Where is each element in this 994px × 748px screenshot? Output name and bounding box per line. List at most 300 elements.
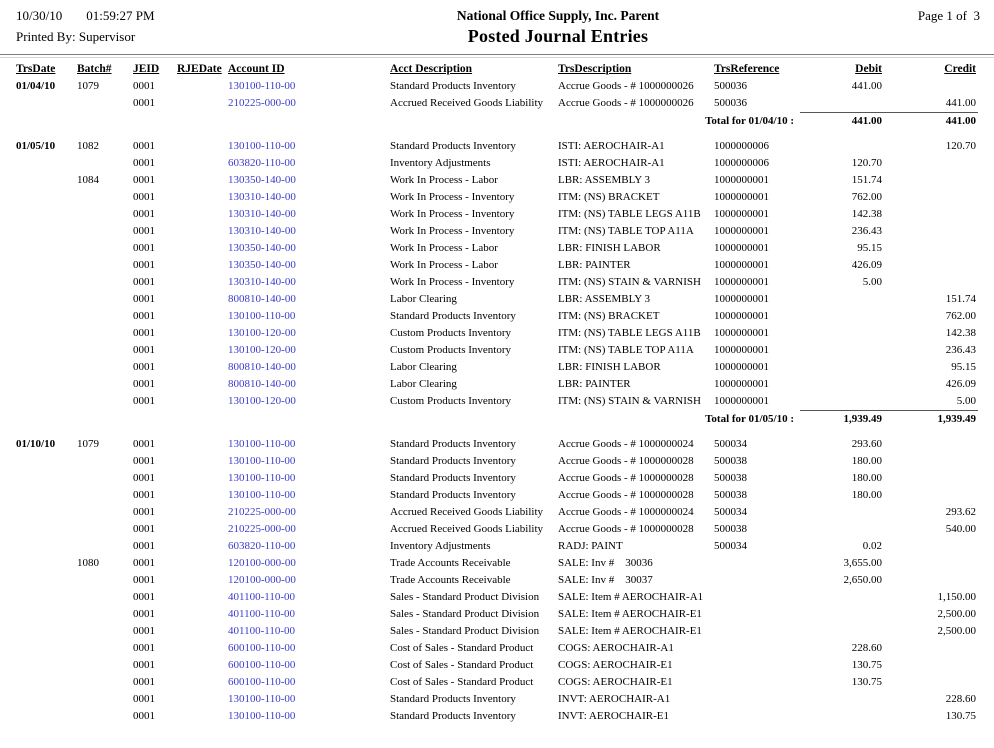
column-header-credit: Credit — [944, 63, 976, 75]
rjedate-cell — [177, 436, 228, 453]
trs-description-cell: Accrue Goods - # 1000000028 — [558, 455, 694, 467]
account-id-link[interactable]: 600100-110-00 — [228, 642, 296, 654]
group-total-row — [0, 113, 978, 131]
journal-entry-row — [0, 240, 978, 257]
credit-cell — [882, 572, 978, 589]
rjedate-cell — [177, 606, 228, 623]
acct-description-cell: Work In Process - Inventory — [390, 191, 515, 203]
credit-cell — [882, 206, 978, 223]
batch-number-cell — [77, 95, 133, 113]
acct-description-cell: Standard Products Inventory — [390, 710, 516, 722]
trsdate-cell — [0, 172, 77, 189]
trsdate-cell — [0, 623, 77, 640]
trs-description-cell: INVT: AEROCHAIR-A1 — [558, 693, 671, 705]
batch-number-cell — [77, 708, 133, 725]
printed-by-line — [16, 29, 306, 45]
jeid-cell: 0001 — [133, 659, 155, 671]
account-id-link[interactable]: 130350-140-00 — [228, 259, 296, 271]
account-id-link[interactable]: 800810-140-00 — [228, 293, 296, 305]
trsdate-cell — [0, 521, 77, 538]
debit-cell: 762.00 — [851, 191, 882, 203]
trs-description-cell: LBR: ASSEMBLY 3 — [558, 174, 651, 186]
empty-cell — [390, 411, 558, 429]
trsdate-cell — [0, 393, 77, 411]
account-id-link[interactable]: 130350-140-00 — [228, 174, 296, 186]
debit-cell: 2,650.00 — [843, 574, 882, 586]
account-id-link[interactable]: 130100-110-00 — [228, 489, 296, 501]
debit-cell: 0.02 — [862, 540, 882, 552]
acct-description-cell: Inventory Adjustments — [390, 540, 491, 552]
credit-cell — [882, 257, 978, 274]
acct-description-cell: Labor Clearing — [390, 361, 457, 373]
batch-number-cell — [77, 223, 133, 240]
jeid-cell: 0001 — [133, 557, 155, 569]
rjedate-cell — [177, 325, 228, 342]
batch-number-cell: 1079 — [77, 80, 99, 92]
trsdate-cell — [0, 606, 77, 623]
account-id-link[interactable]: 120100-000-00 — [228, 557, 296, 569]
trs-reference-cell — [714, 589, 800, 606]
batch-number-cell — [77, 589, 133, 606]
report-header — [0, 0, 994, 47]
jeid-cell: 0001 — [133, 489, 155, 501]
batch-number-cell — [77, 274, 133, 291]
batch-number-cell — [77, 572, 133, 589]
journal-entry-row — [0, 555, 978, 572]
debit-cell: 441.00 — [851, 80, 882, 92]
acct-description-cell: Cost of Sales - Standard Product — [390, 659, 534, 671]
credit-cell: 441.00 — [945, 97, 976, 109]
trsdate-cell — [0, 555, 77, 572]
printed-by-value: Supervisor — [78, 29, 136, 44]
jeid-cell: 0001 — [133, 310, 155, 322]
journal-entry-row — [0, 95, 978, 113]
trs-description-cell: LBR: PAINTER — [558, 259, 631, 271]
account-id-link[interactable]: 130100-110-00 — [228, 310, 296, 322]
acct-description-cell: Standard Products Inventory — [390, 80, 516, 92]
spacer-cell — [0, 130, 978, 138]
trs-reference-cell: 1000000001 — [714, 395, 769, 408]
batch-number-cell — [77, 674, 133, 691]
batch-number-cell — [77, 623, 133, 640]
page-number: Page 1 of 3 — [917, 8, 980, 23]
jeid-cell: 0001 — [133, 327, 155, 339]
account-id-link[interactable]: 210225-000-00 — [228, 97, 296, 110]
trs-reference-cell — [714, 674, 800, 691]
jeid-cell: 0001 — [133, 259, 155, 271]
credit-cell: 762.00 — [945, 310, 976, 322]
trsdate-cell — [0, 674, 77, 691]
journal-entry-row — [0, 487, 978, 504]
jeid-cell: 0001 — [133, 676, 155, 688]
rjedate-cell — [177, 257, 228, 274]
batch-number-cell — [77, 453, 133, 470]
trs-description-cell: SALE: Item # AEROCHAIR-A1 — [558, 591, 704, 603]
trs-reference-cell: 1000000001 — [714, 191, 769, 203]
trs-reference-cell: 1000000001 — [714, 276, 769, 288]
trs-description-cell: SALE: Inv # 30037 — [558, 574, 653, 586]
credit-cell — [882, 487, 978, 504]
journal-entry-row — [0, 691, 978, 708]
trs-reference-cell: 500036 — [714, 80, 747, 92]
journal-entry-row — [0, 376, 978, 393]
account-id-link[interactable]: 130100-120-00 — [228, 344, 296, 356]
acct-description-cell: Work In Process - Labor — [390, 242, 498, 254]
batch-number-cell — [77, 342, 133, 359]
trs-description-cell: ISTI: AEROCHAIR-A1 — [558, 157, 665, 169]
acct-description-cell: Standard Products Inventory — [390, 310, 516, 322]
trs-reference-cell: 1000000001 — [714, 242, 769, 254]
journal-entry-row — [0, 223, 978, 240]
table-body — [0, 78, 978, 725]
acct-description-cell: Work In Process - Inventory — [390, 276, 515, 288]
batch-number-cell: 1079 — [77, 438, 99, 450]
credit-cell — [882, 674, 978, 691]
credit-cell — [882, 470, 978, 487]
journal-entry-row — [0, 572, 978, 589]
trs-description-cell: Accrue Goods - # 1000000024 — [558, 506, 694, 518]
account-id-link[interactable]: 130310-140-00 — [228, 208, 296, 220]
credit-cell — [882, 172, 978, 189]
debit-cell: 130.75 — [851, 676, 882, 688]
debit-cell: 426.09 — [851, 259, 882, 271]
jeid-cell: 0001 — [133, 157, 155, 169]
credit-cell: 130.75 — [945, 710, 976, 722]
debit-cell: 142.38 — [851, 208, 882, 220]
trs-description-cell: ITM: (NS) STAIN & VARNISH — [558, 395, 701, 408]
trsdate-cell — [0, 589, 77, 606]
account-id-link[interactable]: 130100-110-00 — [228, 455, 296, 467]
batch-number-cell — [77, 291, 133, 308]
credit-cell — [882, 274, 978, 291]
acct-description-cell: Standard Products Inventory — [390, 489, 516, 501]
account-id-link[interactable]: 130100-110-00 — [228, 710, 296, 722]
trs-description-cell: INVT: AEROCHAIR-E1 — [558, 710, 669, 722]
account-id-link[interactable]: 603820-110-00 — [228, 157, 296, 169]
table-header-row — [0, 59, 978, 78]
credit-cell — [882, 223, 978, 240]
trsdate-cell — [0, 572, 77, 589]
journal-entry-row — [0, 393, 978, 411]
trsdate-cell — [0, 189, 77, 206]
batch-number-cell: 1082 — [77, 140, 99, 152]
column-header-rjedate: RJEDate — [177, 63, 222, 75]
group-total-debit: 441.00 — [800, 113, 882, 131]
journal-entry-row — [0, 172, 978, 189]
trsdate-cell — [0, 504, 77, 521]
print-time: 01:59:27 PM — [86, 8, 155, 23]
account-id-link[interactable]: 130100-120-00 — [228, 327, 296, 339]
rjedate-cell — [177, 189, 228, 206]
jeid-cell: 0001 — [133, 191, 155, 203]
jeid-cell: 0001 — [133, 710, 155, 722]
rjedate-cell — [177, 342, 228, 359]
rjedate-cell — [177, 206, 228, 223]
trsdate-cell: 01/05/10 — [16, 140, 56, 152]
account-id-link[interactable]: 401100-110-00 — [228, 625, 296, 637]
journal-entry-row — [0, 359, 978, 376]
account-id-link[interactable]: 130100-110-00 — [228, 140, 296, 152]
journal-entry-row — [0, 640, 978, 657]
column-header-trs-description: TrsDescription — [558, 63, 632, 75]
acct-description-cell: Standard Products Inventory — [390, 455, 516, 467]
credit-cell: 236.43 — [945, 344, 976, 356]
acct-description-cell: Custom Products Inventory — [390, 327, 511, 339]
debit-cell — [800, 589, 882, 606]
empty-cell — [228, 113, 390, 131]
journal-entry-row — [0, 325, 978, 342]
batch-number-cell — [77, 691, 133, 708]
trs-reference-cell — [714, 623, 800, 640]
rjedate-cell — [177, 376, 228, 393]
trsdate-cell — [0, 223, 77, 240]
debit-cell: 130.75 — [851, 659, 882, 671]
rjedate-cell — [177, 657, 228, 674]
rjedate-cell — [177, 708, 228, 725]
debit-cell — [800, 95, 882, 113]
empty-cell — [133, 411, 177, 429]
batch-number-cell — [77, 325, 133, 342]
journal-entry-row — [0, 189, 978, 206]
group-total-row — [0, 411, 978, 429]
credit-cell — [882, 640, 978, 657]
credit-cell — [882, 453, 978, 470]
credit-cell: 142.38 — [945, 327, 976, 339]
account-id-link[interactable]: 800810-140-00 — [228, 361, 296, 373]
trs-description-cell: Accrue Goods - # 1000000028 — [558, 523, 694, 535]
journal-entry-row — [0, 436, 978, 453]
acct-description-cell: Sales - Standard Product Division — [390, 608, 540, 620]
trsdate-cell: 01/10/10 — [16, 438, 56, 450]
rjedate-cell — [177, 487, 228, 504]
batch-number-cell — [77, 487, 133, 504]
account-id-link[interactable]: 210225-000-00 — [228, 506, 296, 518]
debit-cell: 151.74 — [851, 174, 882, 186]
acct-description-cell: Sales - Standard Product Division — [390, 625, 540, 637]
trs-reference-cell: 500038 — [714, 523, 747, 535]
journal-entry-row — [0, 342, 978, 359]
batch-number-cell — [77, 257, 133, 274]
batch-number-cell — [77, 240, 133, 257]
account-id-link[interactable]: 130100-110-00 — [228, 438, 296, 450]
account-id-link[interactable]: 130100-110-00 — [228, 472, 296, 484]
journal-entry-row — [0, 257, 978, 274]
trsdate-cell — [0, 640, 77, 657]
batch-number-cell — [77, 504, 133, 521]
rjedate-cell — [177, 589, 228, 606]
debit-cell — [800, 708, 882, 725]
batch-number-cell — [77, 189, 133, 206]
journal-entry-row — [0, 78, 978, 95]
acct-description-cell: Cost of Sales - Standard Product — [390, 676, 534, 688]
acct-description-cell: Trade Accounts Receivable — [390, 557, 511, 569]
jeid-cell: 0001 — [133, 642, 155, 654]
trs-reference-cell: 1000000001 — [714, 259, 769, 271]
journal-entry-row — [0, 274, 978, 291]
acct-description-cell: Labor Clearing — [390, 378, 457, 390]
acct-description-cell: Accrued Received Goods Liability — [390, 97, 544, 110]
trs-description-cell: RADJ: PAINT — [558, 540, 623, 552]
acct-description-cell: Standard Products Inventory — [390, 472, 516, 484]
account-id-link[interactable]: 130100-110-00 — [228, 693, 296, 705]
trsdate-cell — [0, 470, 77, 487]
trs-reference-cell: 500038 — [714, 489, 747, 501]
jeid-cell: 0001 — [133, 455, 155, 467]
debit-cell — [800, 342, 882, 359]
account-id-link[interactable]: 401100-110-00 — [228, 608, 296, 620]
rjedate-cell — [177, 291, 228, 308]
account-id-link[interactable]: 130310-140-00 — [228, 276, 296, 288]
trsdate-cell — [0, 376, 77, 393]
batch-number-cell — [77, 470, 133, 487]
credit-cell: 2,500.00 — [937, 625, 976, 637]
column-header-trsdate: TrsDate — [16, 63, 56, 75]
empty-cell — [0, 113, 77, 131]
acct-description-cell: Trade Accounts Receivable — [390, 574, 511, 586]
rjedate-cell — [177, 223, 228, 240]
trs-reference-cell — [714, 657, 800, 674]
trs-reference-cell: 1000000001 — [714, 327, 769, 339]
credit-cell — [882, 436, 978, 453]
journal-entry-row — [0, 589, 978, 606]
journal-entry-row — [0, 708, 978, 725]
trs-description-cell: ITM: (NS) BRACKET — [558, 191, 660, 203]
account-id-link[interactable]: 401100-110-00 — [228, 591, 296, 603]
rjedate-cell — [177, 95, 228, 113]
credit-cell: 5.00 — [956, 395, 976, 407]
rjedate-cell — [177, 359, 228, 376]
acct-description-cell: Work In Process - Labor — [390, 259, 498, 271]
trsdate-cell — [0, 453, 77, 470]
empty-cell — [390, 113, 558, 131]
trs-reference-cell: 500038 — [714, 455, 747, 467]
account-id-link[interactable]: 130350-140-00 — [228, 242, 296, 254]
credit-cell: 426.09 — [945, 378, 976, 390]
empty-cell — [177, 113, 228, 131]
empty-cell — [0, 411, 77, 429]
report-header-right — [810, 8, 980, 24]
account-id-link[interactable]: 130310-140-00 — [228, 191, 296, 203]
spacer-cell — [0, 428, 978, 436]
jeid-cell: 0001 — [133, 625, 155, 637]
trs-description-cell: Accrue Goods - # 1000000024 — [558, 438, 694, 450]
trs-description-cell: Accrue Goods - # 1000000028 — [558, 489, 694, 501]
trsdate-cell — [0, 274, 77, 291]
journal-entry-row — [0, 657, 978, 674]
jeid-cell: 0001 — [133, 361, 155, 373]
trs-reference-cell: 1000000001 — [714, 174, 769, 186]
jeid-cell: 0001 — [133, 293, 155, 305]
trs-reference-cell: 1000000001 — [714, 293, 769, 305]
account-id-link[interactable]: 600100-110-00 — [228, 659, 296, 671]
trsdate-cell: 01/04/10 — [16, 80, 56, 92]
debit-cell — [800, 325, 882, 342]
rjedate-cell — [177, 393, 228, 411]
batch-number-cell — [77, 359, 133, 376]
table-header — [0, 59, 978, 78]
acct-description-cell: Sales - Standard Product Division — [390, 591, 540, 603]
rjedate-cell — [177, 308, 228, 325]
journal-entry-row — [0, 504, 978, 521]
trsdate-cell — [0, 487, 77, 504]
debit-cell — [800, 393, 882, 411]
trs-reference-cell — [714, 708, 800, 725]
jeid-cell: 0001 — [133, 693, 155, 705]
trs-reference-cell: 500034 — [714, 438, 747, 450]
rjedate-cell — [177, 504, 228, 521]
trs-reference-cell — [714, 555, 800, 572]
credit-cell — [882, 189, 978, 206]
empty-cell — [177, 411, 228, 429]
account-id-link[interactable]: 130100-120-00 — [228, 395, 296, 408]
rjedate-cell — [177, 274, 228, 291]
jeid-cell: 0001 — [133, 608, 155, 620]
jeid-cell: 0001 — [133, 344, 155, 356]
credit-cell: 151.74 — [945, 293, 976, 305]
trsdate-cell — [0, 155, 77, 172]
print-date: 10/30/10 — [16, 8, 63, 23]
trs-reference-cell: 500036 — [714, 97, 747, 110]
account-id-link[interactable]: 210225-000-00 — [228, 523, 296, 535]
journal-entry-row — [0, 623, 978, 640]
jeid-cell: 0001 — [133, 225, 155, 237]
debit-cell: 3,655.00 — [843, 557, 882, 569]
trs-reference-cell: 1000000001 — [714, 344, 769, 356]
credit-cell — [882, 657, 978, 674]
batch-number-cell — [77, 376, 133, 393]
trs-description-cell: SALE: Item # AEROCHAIR-E1 — [558, 625, 702, 637]
debit-cell — [800, 623, 882, 640]
trs-description-cell: ITM: (NS) TABLE TOP A11A — [558, 225, 694, 237]
rjedate-cell — [177, 470, 228, 487]
debit-cell — [800, 504, 882, 521]
trs-reference-cell: 500038 — [714, 472, 747, 484]
account-id-link[interactable]: 130310-140-00 — [228, 225, 296, 237]
account-id-link[interactable]: 130100-110-00 — [228, 80, 296, 92]
credit-cell — [882, 538, 978, 555]
account-id-link[interactable]: 800810-140-00 — [228, 378, 296, 390]
debit-cell: 95.15 — [857, 242, 882, 254]
empty-cell — [77, 113, 133, 131]
account-id-link[interactable]: 603820-110-00 — [228, 540, 296, 552]
debit-cell — [800, 138, 882, 155]
batch-number-cell — [77, 206, 133, 223]
credit-cell — [882, 555, 978, 572]
jeid-cell: 0001 — [133, 140, 155, 152]
rjedate-cell — [177, 78, 228, 95]
trs-reference-cell: 1000000006 — [714, 140, 769, 152]
rjedate-cell — [177, 674, 228, 691]
rjedate-cell — [177, 538, 228, 555]
account-id-link[interactable]: 600100-110-00 — [228, 676, 296, 688]
rjedate-cell — [177, 691, 228, 708]
acct-description-cell: Standard Products Inventory — [390, 140, 516, 152]
account-id-link[interactable]: 120100-000-00 — [228, 574, 296, 586]
column-header-batch-number: Batch# — [77, 63, 112, 75]
trs-description-cell: ITM: (NS) TABLE TOP A11A — [558, 344, 694, 356]
trsdate-cell — [0, 691, 77, 708]
debit-cell — [800, 376, 882, 393]
trs-description-cell: ITM: (NS) TABLE LEGS A11B — [558, 327, 701, 339]
jeid-cell: 0001 — [133, 276, 155, 288]
column-header-debit: Debit — [855, 63, 882, 75]
rjedate-cell — [177, 555, 228, 572]
group-total-credit: 1,939.49 — [882, 411, 978, 429]
journal-entry-row — [0, 538, 978, 555]
debit-cell — [800, 691, 882, 708]
trs-reference-cell: 1000000001 — [714, 208, 769, 220]
trs-reference-cell: 1000000001 — [714, 310, 769, 322]
